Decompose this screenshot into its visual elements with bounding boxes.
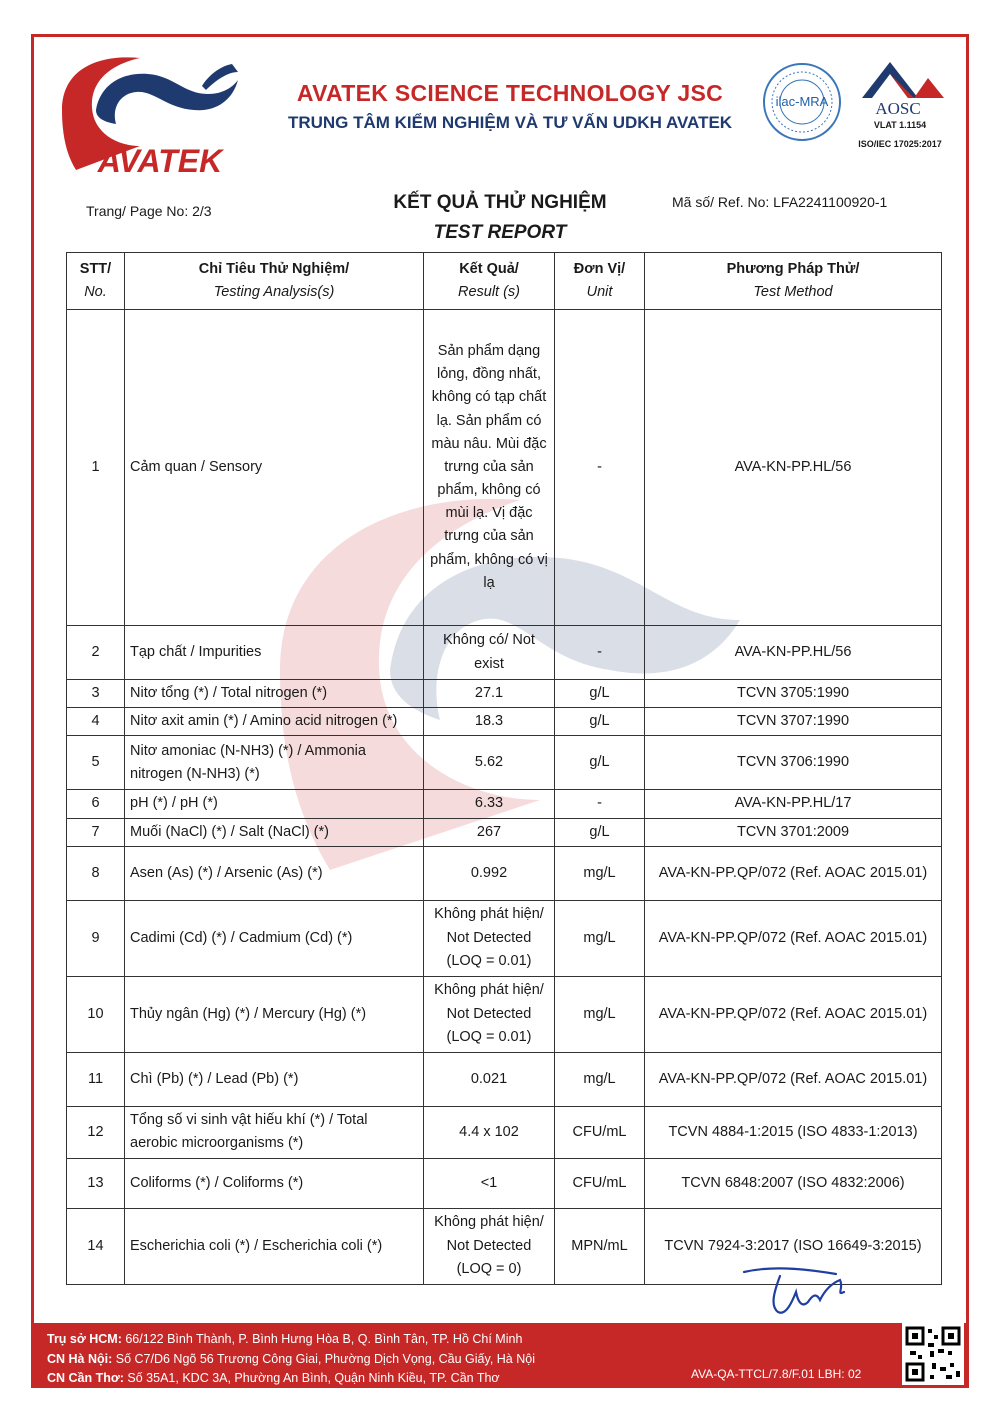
row-no: 3 xyxy=(67,680,125,708)
table-row xyxy=(67,1106,942,1158)
table-row xyxy=(67,818,942,846)
row-result: 27.1 xyxy=(424,680,555,708)
row-result: Sản phẩm dạng lỏng, đồng nhất, không có tạp chất lạ. Sản phẩm có màu nâu. Mùi đặc trưng của sản phẩm, không có mùi lạ. Vị đặc trưng của sản phẩm, không có vị lạ xyxy=(424,310,555,626)
row-method: TCVN 7924-3:2017 (ISO 16649-3:2015) xyxy=(645,1208,942,1284)
row-result: 18.3 xyxy=(424,708,555,736)
row-method: AVA-KN-PP.QP/072 (Ref. AOAC 2015.01) xyxy=(645,1052,942,1106)
row-no: 4 xyxy=(67,708,125,736)
row-analysis: Coliforms (*) / Coliforms (*) xyxy=(125,1158,424,1208)
row-unit: mg/L xyxy=(555,1052,645,1106)
row-no: 12 xyxy=(67,1106,125,1158)
row-method: TCVN 3705:1990 xyxy=(645,680,942,708)
row-no: 11 xyxy=(67,1052,125,1106)
row-analysis: Nitơ tổng (*) / Total nitrogen (*) xyxy=(125,680,424,708)
row-analysis: Nitơ axit amin (*) / Amino acid nitrogen (*) xyxy=(125,708,424,736)
table-row xyxy=(67,846,942,900)
row-result: 4.4 x 102 xyxy=(424,1106,555,1158)
row-analysis: Cảm quan / Sensory xyxy=(125,310,424,626)
row-unit: mg/L xyxy=(555,900,645,976)
row-no: 6 xyxy=(67,790,125,818)
row-analysis: pH (*) / pH (*) xyxy=(125,790,424,818)
row-method: AVA-KN-PP.QP/072 (Ref. AOAC 2015.01) xyxy=(645,900,942,976)
row-analysis: Escherichia coli (*) / Escherichia coli (*) xyxy=(125,1208,424,1284)
row-unit: - xyxy=(555,310,645,626)
row-analysis: Asen (As) (*) / Arsenic (As) (*) xyxy=(125,846,424,900)
row-method: AVA-KN-PP.HL/56 xyxy=(645,626,942,680)
row-method: TCVN 6848:2007 (ISO 4832:2006) xyxy=(645,1158,942,1208)
logo-text: AVATEK xyxy=(97,143,223,179)
row-analysis: Muối (NaCl) (*) / Salt (NaCl) (*) xyxy=(125,818,424,846)
row-method: TCVN 3701:2009 xyxy=(645,818,942,846)
row-result: <1 xyxy=(424,1158,555,1208)
table-header-row xyxy=(67,253,942,310)
test-results-table xyxy=(66,252,942,1285)
report-title-en: TEST REPORT xyxy=(433,222,567,243)
header-unit: Đơn Vị/ Unit xyxy=(555,253,645,310)
table-row xyxy=(67,680,942,708)
row-unit: CFU/mL xyxy=(555,1106,645,1158)
row-no: 9 xyxy=(67,900,125,976)
ilac-mra-seal xyxy=(760,60,844,144)
table-row xyxy=(67,1158,942,1208)
row-result: 5.62 xyxy=(424,736,555,790)
report-title-vn: KẾT QUẢ THỬ NGHIỆM xyxy=(393,192,607,213)
row-method: AVA-KN-PP.HL/17 xyxy=(645,790,942,818)
row-unit: g/L xyxy=(555,708,645,736)
row-no: 5 xyxy=(67,736,125,790)
row-result: 6.33 xyxy=(424,790,555,818)
row-analysis: Tạp chất / Impurities xyxy=(125,626,424,680)
header-no: STT/ No. xyxy=(67,253,125,310)
row-unit: mg/L xyxy=(555,846,645,900)
row-unit: g/L xyxy=(555,736,645,790)
row-unit: - xyxy=(555,626,645,680)
table-row xyxy=(67,976,942,1052)
qr-code-icon xyxy=(902,1323,964,1385)
footer-hanoi: CN Hà Nội: Số C7/D6 Ngõ 56 Trương Công Giai, Phường Dịch Vọng, Cầu Giấy, Hà Nội xyxy=(47,1352,535,1366)
header-method: Phương Pháp Thử/ Test Method xyxy=(645,253,942,310)
row-result: Không phát hiện/ Not Detected (LOQ = 0.01) xyxy=(424,900,555,976)
row-unit: g/L xyxy=(555,680,645,708)
avatek-logo xyxy=(56,50,241,182)
footer-cantho: CN Cần Thơ: Số 35A1, KDC 3A, Phường An Bình, Quận Ninh Kiều, TP. Cần Thơ xyxy=(47,1371,500,1385)
company-name-en: AVATEK SCIENCE TECHNOLOGY JSC xyxy=(296,80,724,106)
row-no: 2 xyxy=(67,626,125,680)
row-method: TCVN 3707:1990 xyxy=(645,708,942,736)
row-result: 0.021 xyxy=(424,1052,555,1106)
row-analysis: Nitơ amoniac (N-NH3) (*) / Ammonia nitrogen (N-NH3) (*) xyxy=(125,736,424,790)
row-no: 10 xyxy=(67,976,125,1052)
row-result: Không phát hiện/ Not Detected (LOQ = 0) xyxy=(424,1208,555,1284)
header-result: Kết Quả/ Result (s) xyxy=(424,253,555,310)
table-row xyxy=(67,900,942,976)
row-unit: MPN/mL xyxy=(555,1208,645,1284)
row-method: TCVN 3706:1990 xyxy=(645,736,942,790)
company-name-vn: TRUNG TÂM KIỂM NGHIỆM VÀ TƯ VẤN UDKH AVATEK xyxy=(287,113,733,132)
page-number: Trang/ Page No: 2/3 xyxy=(86,203,212,219)
ilac-text: ilac-MRA xyxy=(775,94,829,109)
row-no: 13 xyxy=(67,1158,125,1208)
table-row xyxy=(67,708,942,736)
row-unit: - xyxy=(555,790,645,818)
row-method: TCVN 4884-1:2015 (ISO 4833-1:2013) xyxy=(645,1106,942,1158)
aosc-text: AOSC xyxy=(875,99,921,118)
row-result: 267 xyxy=(424,818,555,846)
row-analysis: Chì (Pb) (*) / Lead (Pb) (*) xyxy=(125,1052,424,1106)
table-row xyxy=(67,1052,942,1106)
row-method: AVA-KN-PP.HL/56 xyxy=(645,310,942,626)
aosc-iso-standard: ISO/IEC 17025:2017 xyxy=(858,139,942,149)
table-row xyxy=(67,310,942,626)
row-method: AVA-KN-PP.QP/072 (Ref. AOAC 2015.01) xyxy=(645,846,942,900)
row-analysis: Thủy ngân (Hg) (*) / Mercury (Hg) (*) xyxy=(125,976,424,1052)
header-analysis: Chỉ Tiêu Thử Nghiệm/ Testing Analysis(s) xyxy=(125,253,424,310)
row-result: 0.992 xyxy=(424,846,555,900)
row-no: 8 xyxy=(67,846,125,900)
row-method: AVA-KN-PP.QP/072 (Ref. AOAC 2015.01) xyxy=(645,976,942,1052)
reference-number: Mã số/ Ref. No: LFA2241100920-1 xyxy=(672,194,888,210)
footer-hcm: Trụ sở HCM: 66/122 Bình Thành, P. Bình Hưng Hòa B, Q. Bình Tân, TP. Hồ Chí Minh xyxy=(47,1332,523,1346)
row-result: Không có/ Not exist xyxy=(424,626,555,680)
row-unit: mg/L xyxy=(555,976,645,1052)
row-unit: CFU/mL xyxy=(555,1158,645,1208)
row-no: 14 xyxy=(67,1208,125,1284)
row-analysis: Cadimi (Cd) (*) / Cadmium (Cd) (*) xyxy=(125,900,424,976)
row-no: 1 xyxy=(67,310,125,626)
table-row xyxy=(67,736,942,790)
row-result: Không phát hiện/ Not Detected (LOQ = 0.01) xyxy=(424,976,555,1052)
signature xyxy=(740,1262,860,1320)
row-no: 7 xyxy=(67,818,125,846)
table-row xyxy=(67,790,942,818)
table-row xyxy=(67,626,942,680)
form-code: AVA-QA-TTCL/7.8/F.01 LBH: 02 xyxy=(691,1367,862,1381)
row-analysis: Tổng số vi sinh vật hiếu khí (*) / Total aerobic microorganisms (*) xyxy=(125,1106,424,1158)
row-unit: g/L xyxy=(555,818,645,846)
aosc-vlat: VLAT 1.1154 xyxy=(873,120,927,130)
footer-bar xyxy=(31,1326,969,1388)
